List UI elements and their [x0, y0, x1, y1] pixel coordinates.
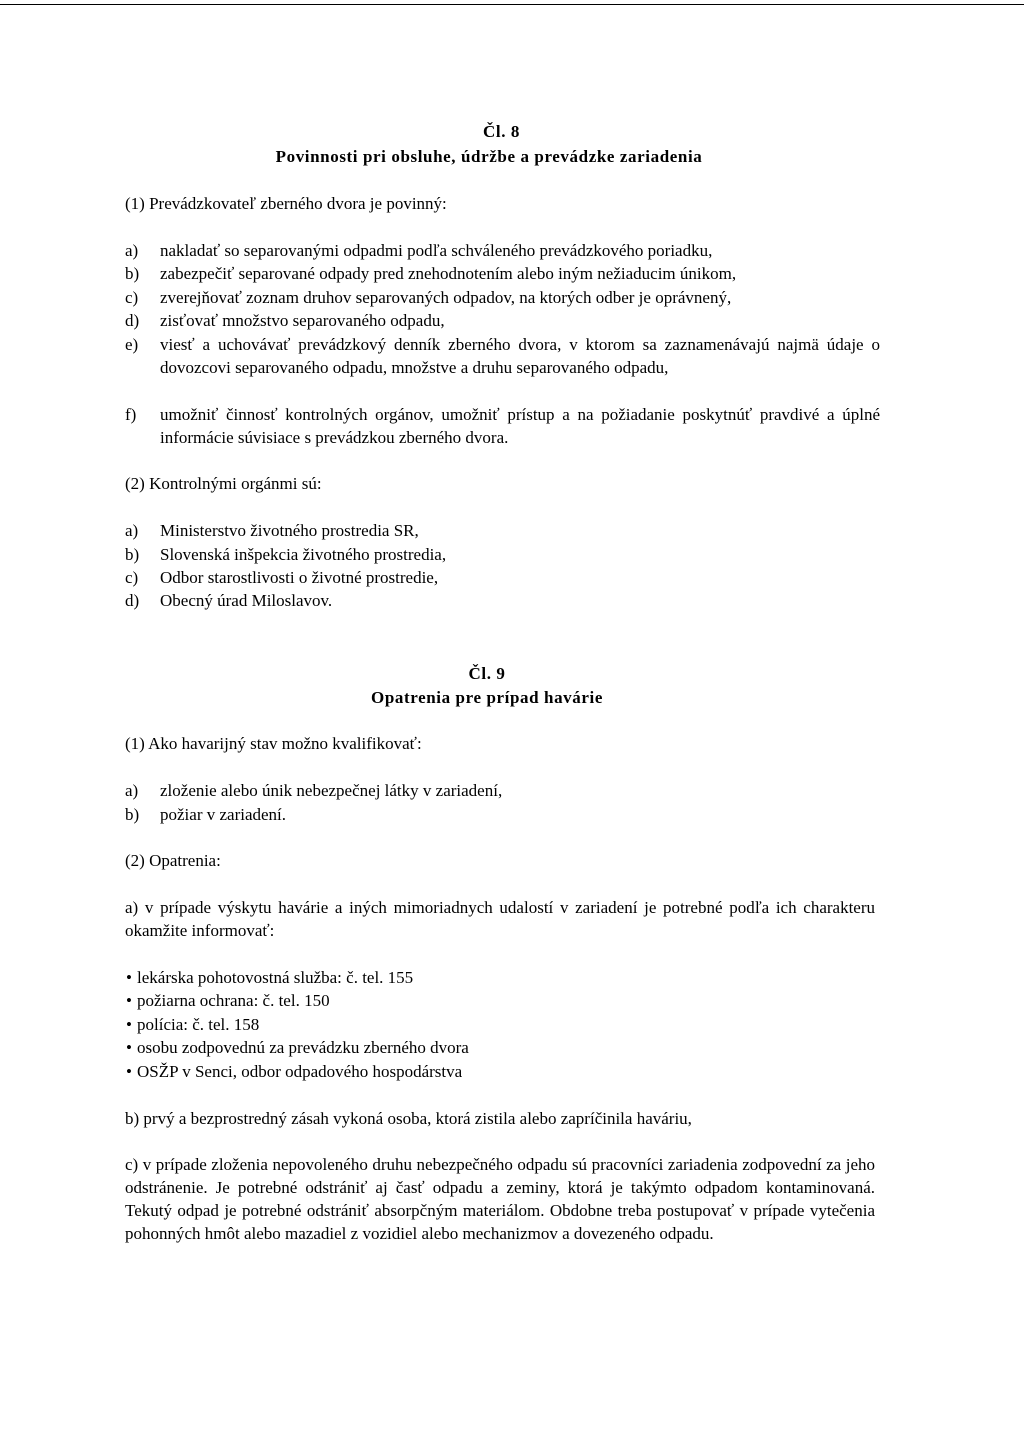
- measure-a-text: a) v prípade výskytu havárie a iných mimoriadnych udalostí v zariadení je potrebné podľa ich charakteru okamžite informovať:: [125, 898, 875, 940]
- contact-bullet: [126, 989, 330, 1012]
- bullet-icon: •: [126, 968, 132, 987]
- list-item-text: zisťovať množstvo separovaného odpadu,: [160, 311, 445, 330]
- list-item-label: c): [125, 568, 139, 587]
- list-item-label: e): [125, 335, 139, 354]
- contact-bullet: [126, 1036, 469, 1059]
- article-8-title: Povinnosti pri obsluhe, údržbe a prevádzke zariadenia: [275, 147, 703, 166]
- contact-bullet: [126, 1013, 259, 1036]
- list-item-text: Slovenská inšpekcia životného prostredia,: [160, 545, 447, 564]
- list-item-label: b): [125, 264, 140, 283]
- list-item-text: Ministerstvo životného prostredia SR,: [160, 521, 419, 540]
- article-8-paragraph-2-intro: (2) Kontrolnými orgánmi sú:: [125, 474, 322, 493]
- list-item-text: nakladať so separovanými odpadmi podľa schváleného prevádzkového poriadku,: [160, 241, 713, 260]
- measure-c-text: c) v prípade zloženia nepovoleného druhu nebezpečného odpadu sú pracovníci zariadenia zodpovední za jeho odstránenie. Je potrebné odstrániť aj časť odpadu a zeminy, ktorá je takýmto odpadom kontaminovaná. Tekutý odpad je potrebné odstrániť absorpčným materiálom. Obdobne treba postupovať v prípade vytečenia pohonných hmôt alebo mazadiel z vozidiel alebo mechanizmov a dovezeného odpadu.: [125, 1155, 875, 1243]
- list-item-label: d): [125, 591, 140, 610]
- list-item: [125, 309, 885, 332]
- list-item-label: b): [125, 805, 140, 824]
- article-8-number: Čl. 8: [483, 122, 520, 141]
- contact-text: osobu zodpovednú za prevádzku zberného dvora: [137, 1038, 469, 1057]
- list-item-label: c): [125, 288, 139, 307]
- list-item: [125, 543, 885, 566]
- bullet-icon: •: [126, 1038, 132, 1057]
- list-item-label: f): [125, 405, 137, 424]
- contact-bullet: [126, 966, 413, 989]
- contact-text: OSŽP v Senci, odbor odpadového hospodárstva: [137, 1062, 463, 1081]
- list-item-label: b): [125, 545, 140, 564]
- list-item: [125, 333, 885, 403]
- contact-bullet: [126, 1060, 462, 1083]
- article-9-paragraph-2-intro: (2) Opatrenia:: [125, 851, 221, 870]
- contact-text: polícia: č. tel. 158: [137, 1015, 260, 1034]
- bullet-icon: •: [126, 1062, 132, 1081]
- list-item-label: a): [125, 241, 139, 260]
- list-item-text: viesť a uchovávať prevádzkový denník zberného dvora, v ktorom sa zaznamenávajú najmä údaje o dovozcovi separovaného odpadu, množstve a druhu separovaného odpadu,: [160, 335, 880, 377]
- list-item-label: a): [125, 521, 139, 540]
- list-item: [125, 803, 885, 826]
- list-item: [125, 519, 885, 542]
- list-item: [125, 566, 885, 589]
- bullet-icon: •: [126, 1015, 132, 1034]
- list-item-text: zloženie alebo únik nebezpečnej látky v zariadení,: [160, 781, 503, 800]
- measure-b-text: b) prvý a bezprostredný zásah vykoná osoba, ktorá zistila alebo zapríčinila haváriu,: [125, 1109, 692, 1128]
- list-item: [125, 239, 885, 262]
- list-item: [125, 589, 885, 612]
- list-item: [125, 403, 885, 449]
- list-item-text: Obecný úrad Miloslavov.: [160, 591, 333, 610]
- list-item-text: Odbor starostlivosti o životné prostredie,: [160, 568, 439, 587]
- list-item: [125, 286, 885, 309]
- article-8-paragraph-1-intro: (1) Prevádzkovateľ zberného dvora je povinný:: [125, 194, 447, 213]
- list-item-label: a): [125, 781, 139, 800]
- contact-text: požiarna ochrana: č. tel. 150: [137, 991, 330, 1010]
- list-item-label: d): [125, 311, 140, 330]
- list-item: [125, 779, 885, 802]
- contact-text: lekárska pohotovostná služba: č. tel. 155: [137, 968, 414, 987]
- list-item-text: zverejňovať zoznam druhov separovaných odpadov, na ktorých odber je oprávnený,: [160, 288, 732, 307]
- list-item-text: požiar v zariadení.: [160, 805, 287, 824]
- list-item-text: umožniť činnosť kontrolných orgánov, umožniť prístup a na požiadanie poskytnúť pravdivé a úplné informácie súvisiace s prevádzkou zberného dvora.: [160, 405, 880, 447]
- article-9-title: Opatrenia pre prípad havárie: [371, 688, 603, 707]
- top-rule: [0, 4, 1024, 5]
- list-item: [125, 262, 885, 285]
- article-9-paragraph-1-intro: (1) Ako havarijný stav možno kvalifikovať:: [125, 734, 422, 753]
- bullet-icon: •: [126, 991, 132, 1010]
- article-9-number: Čl. 9: [468, 664, 506, 683]
- list-item-text: zabezpečiť separované odpady pred znehodnotením alebo iným nežiaducim únikom,: [160, 264, 737, 283]
